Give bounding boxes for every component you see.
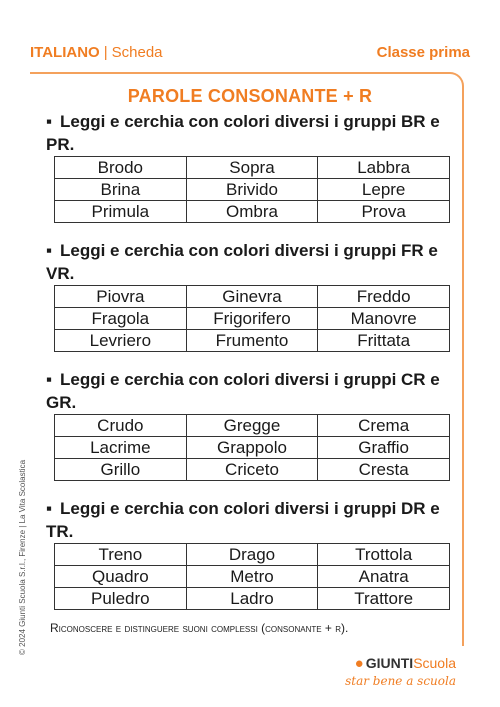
word-cell: Lepre (318, 179, 450, 201)
word-cell: Frumento (186, 330, 318, 352)
word-cell: Gregge (186, 415, 318, 437)
word-cell: Labbra (318, 157, 450, 179)
word-cell: Ombra (186, 201, 318, 223)
table-row (55, 201, 450, 223)
table-row (55, 544, 450, 566)
word-cell: Grillo (55, 459, 187, 481)
word-cell: Sopra (186, 157, 318, 179)
instruction-br-pr (46, 110, 458, 156)
word-table-cr-gr (54, 414, 450, 481)
word-cell: Treno (55, 544, 187, 566)
table-row (55, 157, 450, 179)
instruction-dr-tr (46, 497, 458, 543)
instruction-text: Leggi e cerchia con colori diversi i gruppi CR e GR. (46, 370, 440, 412)
table-row (55, 286, 450, 308)
word-cell: Crema (318, 415, 450, 437)
instruction-text: Leggi e cerchia con colori diversi i gruppi BR e PR. (46, 112, 440, 154)
word-table-dr-tr (54, 543, 450, 610)
table-row (55, 308, 450, 330)
word-cell: Crudo (55, 415, 187, 437)
word-table-fr-vr (54, 285, 450, 352)
word-cell: Freddo (318, 286, 450, 308)
logo-brand: GIUNTI (365, 655, 414, 671)
page-title: PAROLE CONSONANTE + R (127, 86, 373, 106)
word-cell: Criceto (186, 459, 318, 481)
word-cell: Grappolo (186, 437, 318, 459)
word-cell: Anatra (318, 566, 450, 588)
word-cell: Puledro (55, 588, 187, 610)
subject-label (30, 44, 163, 61)
word-cell: Graffio (318, 437, 450, 459)
publisher-logo (345, 655, 456, 688)
instruction-text: Leggi e cerchia con colori diversi i gruppi FR e VR. (46, 241, 438, 283)
copyright-notice: © 2024 Giunti Scuola S.r.l., Firenze | La Vita Scolastica (18, 459, 27, 655)
bullet-icon: ▪ (46, 112, 53, 131)
word-cell: Drago (186, 544, 318, 566)
table-row (55, 437, 450, 459)
word-cell: Piovra (55, 286, 187, 308)
word-cell: Primula (55, 201, 187, 223)
instruction-fr-vr (46, 239, 458, 285)
logo-tagline: star bene a scuola (345, 674, 456, 688)
word-cell: Manovre (318, 308, 450, 330)
word-cell: Brina (55, 179, 187, 201)
bullet-icon: ▪ (46, 241, 53, 260)
header-separator: | (103, 44, 108, 61)
logo-wordmark (345, 655, 456, 672)
bullet-icon: ▪ (46, 370, 53, 389)
word-cell: Ladro (186, 588, 318, 610)
table-row (55, 330, 450, 352)
word-cell: Frigorifero (186, 308, 318, 330)
table-row (55, 415, 450, 437)
sheet-type: Scheda (111, 44, 163, 61)
word-cell: Trattore (318, 588, 450, 610)
word-cell: Brodo (55, 157, 187, 179)
word-cell: Fragola (55, 308, 187, 330)
table-row (55, 588, 450, 610)
word-cell: Brivido (186, 179, 318, 201)
instruction-cr-gr (46, 368, 458, 414)
instruction-text: Leggi e cerchia con colori diversi i gruppi DR e TR. (46, 499, 440, 541)
class-level: Classe prima (376, 44, 470, 61)
subject-name: ITALIANO (30, 44, 100, 61)
word-cell: Prova (318, 201, 450, 223)
giunti-g-icon: ● (354, 655, 364, 672)
logo-brand-suffix: Scuola (413, 655, 456, 671)
word-table-br-pr (54, 156, 450, 223)
word-cell: Cresta (318, 459, 450, 481)
word-cell: Frittata (318, 330, 450, 352)
table-row (55, 179, 450, 201)
bullet-icon: ▪ (46, 499, 53, 518)
table-row (55, 566, 450, 588)
word-cell: Metro (186, 566, 318, 588)
word-cell: Quadro (55, 566, 187, 588)
page-header (30, 44, 470, 68)
learning-objective: Riconoscere e distinguere suoni complessi (consonante + r). (50, 621, 349, 635)
table-row (55, 459, 450, 481)
word-cell: Lacrime (55, 437, 187, 459)
word-cell: Levriero (55, 330, 187, 352)
word-cell: Trottola (318, 544, 450, 566)
word-cell: Ginevra (186, 286, 318, 308)
